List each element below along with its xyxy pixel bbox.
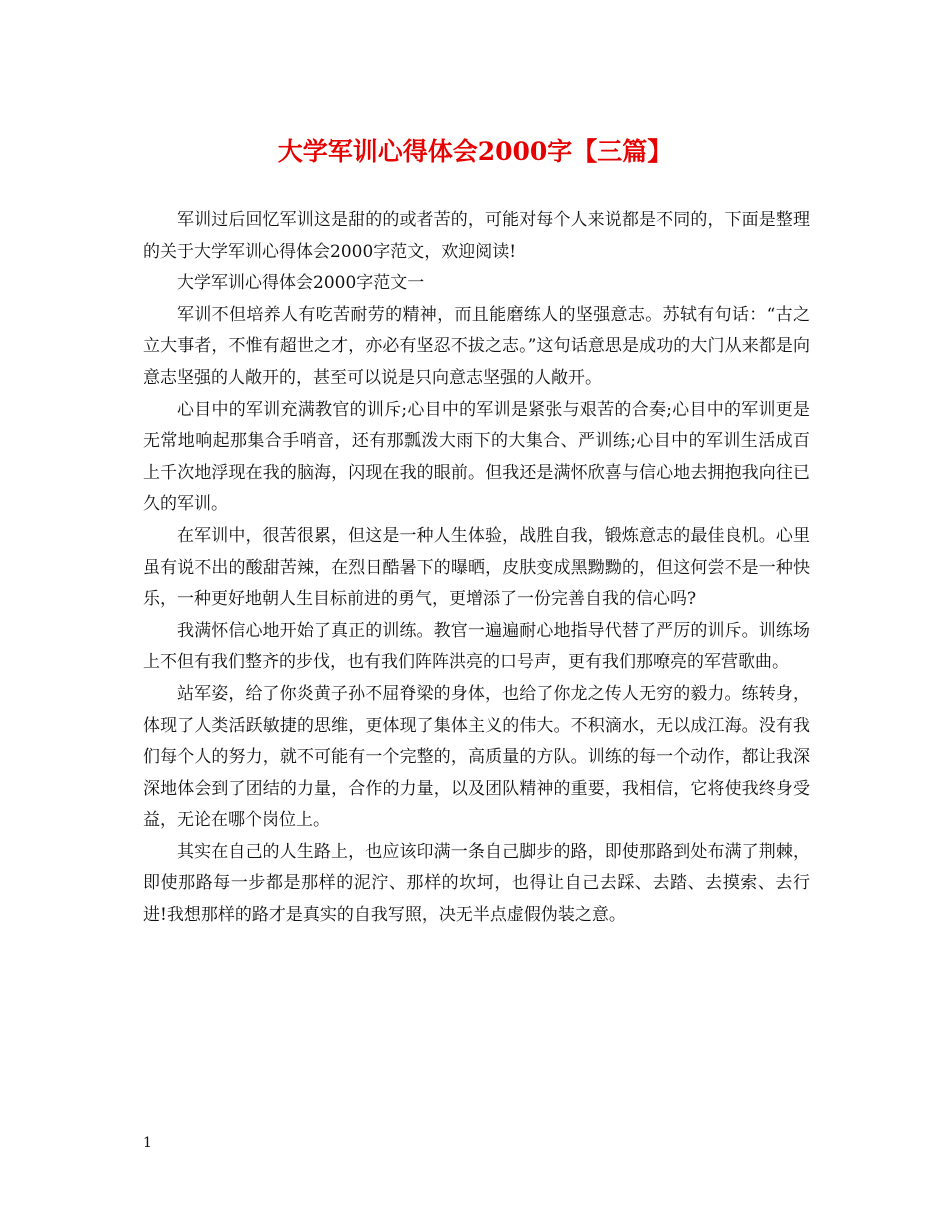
body-paragraph: 心目中的军训充满教官的训斥;心目中的军训是紧张与艰苦的合奏;心目中的军训更是无常地响起那集合手哨音，还有那瓢泼大雨下的大集合、严训练;心目中的军训生活成百上千次地浮现在我的脑海，闪现在我的眼前。但我还是满怀欣喜与信心地去拥抱我向往已久的军训。 — [143, 399, 810, 515]
document-body — [143, 205, 810, 932]
body-paragraph: 在军训中，很苦很累，但这是一种人生体验，战胜自我，锻炼意志的最佳良机。心里虽有说不出的酸甜苦辣，在烈日酷暑下的曝晒，皮肤变成黑黝黝的，但这何尝不是一种快乐，一种更好地朝人生目标前进的勇气，更增添了一份完善自我的信心吗? — [143, 525, 810, 610]
body-paragraph: 站军姿，给了你炎黄子孙不屈脊梁的身体，也给了你龙之传人无穷的毅力。练转身，体现了人类活跃敏捷的思维，更体现了集体主义的伟大。不积滴水，无以成江海。没有我们每个人的努力，就不可能有一个完整的，高质量的方队。训练的每一个动作，都让我深深地体会到了团结的力量，合作的力量，以及团队精神的重要，我相信，它将使我终身受益，无论在哪个岗位上。 — [143, 683, 810, 831]
body-paragraph: 我满怀信心地开始了真正的训练。教官一遍遍耐心地指导代替了严厉的训斥。训练场上不但有我们整齐的步伐，也有我们阵阵洪亮的口号声，更有我们那嘹亮的军营歌曲。 — [143, 620, 810, 673]
body-paragraph: 军训不但培养人有吃苦耐劳的精神，而且能磨练人的坚强意志。苏轼有句话：“古之立大事者，不惟有超世之才，亦必有坚忍不拔之志。”这句话意思是成功的大门从来都是向意志坚强的人敞开的，甚至可以说是只向意志坚强的人敞开。 — [143, 304, 810, 388]
section-heading: 大学军训心得体会2000字范文一 — [177, 273, 425, 294]
body-paragraph: 其实在自己的人生路上，也应该印满一条自己脚步的路，即使那路到处布满了荆棘，即使那路每一步都是那样的泥泞、那样的坎坷，也得让自己去踩、去踏、去摸索、去行进!我想那样的路才是真实的自我写照，决无半点虚假伪装之意。 — [143, 841, 810, 926]
intro-paragraph: 军训过后回忆军训这是甜的的或者苦的，可能对每个人来说都是不同的，下面是整理的关于大学军训心得体会2000字范文，欢迎阅读! — [143, 210, 810, 262]
document-title: 大学军训心得体会2000字【三篇】 — [277, 137, 673, 166]
page-number: 1 — [143, 1135, 152, 1151]
